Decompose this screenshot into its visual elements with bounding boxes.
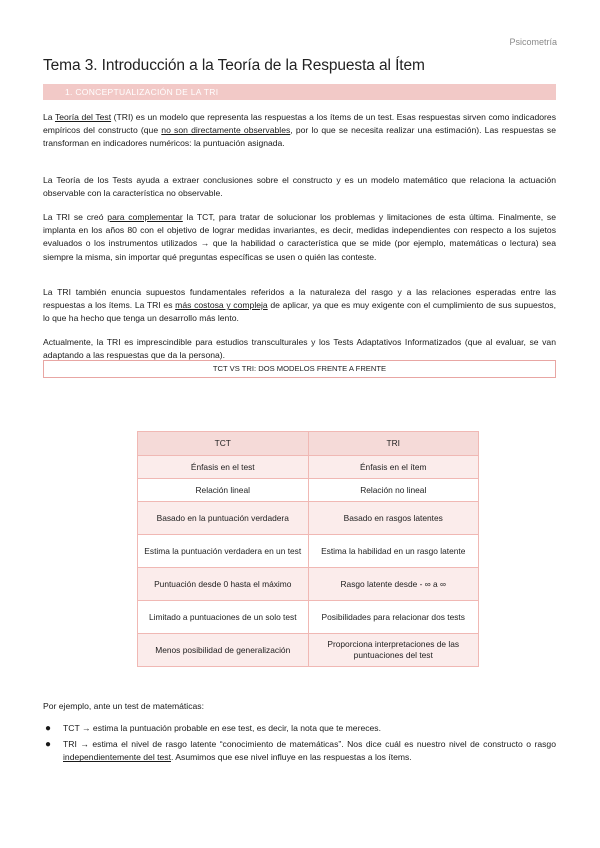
section-heading: 1. CONCEPTUALIZACIÓN DE LA TRI	[43, 84, 556, 100]
underlined-term: para complementar	[107, 212, 183, 222]
text-run: La	[43, 112, 55, 122]
table-row	[138, 601, 479, 634]
table-row	[138, 535, 479, 568]
text-run: TCT → estima la puntuación probable en ese test, es decir, la nota que te mereces.	[63, 723, 381, 733]
text-run: La TRI se creó	[43, 212, 108, 222]
paragraph-tri-assumptions	[43, 286, 556, 326]
underlined-term: más costosa y compleja	[175, 300, 268, 311]
text-run: La TRI también enuncia supuestos fundamentales referidos a la naturaleza del rasgo y a las relaciones esperadas entre las respuestas a los ítems. La TRI es	[43, 287, 556, 311]
underlined-term: Teoría del Test	[54, 112, 112, 122]
table-row	[138, 456, 479, 479]
paragraph-tri-current-use: Actualmente, la TRI es imprescindible para estudios transculturales y los Tests Adaptativos Informatizados (que al evaluar, se van adaptando a las respuestas que da la persona).	[43, 337, 556, 361]
text-run: . Asumimos que ese nivel influye en las respuestas a los ítems.	[170, 752, 412, 763]
text-run: la TCT, para tratar de solucionar los problemas y limitaciones de esta última. Finalmente, se implanta en los años 80 con el objetivo de lograr medidas invariantes, es decir, medidas independientes con respecto a los sujetos evaluados o los instrumentos utilizados → que la habilidad o característica que se mide (por ejemplo, matemáticas o lectura) sea siempre la misma, sin importar qué preguntas específicas se usen o quién las conteste.	[43, 212, 556, 262]
table-cell: Relación lineal	[138, 479, 309, 502]
text-run: TRI → estima el nivel de rasgo latente “conocimiento de matemáticas”. Nos dice cuál es nuestro nivel de constructo o rasgo	[63, 739, 556, 750]
comparison-box-title: TCT VS TRI: DOS MODELOS FRENTE A FRENTE	[43, 360, 556, 378]
text-run: de aplicar, ya que es muy exigente con el cumplimiento de sus supuestos, lo que ha hecho que tenga un desarrollo más lento.	[43, 300, 556, 324]
list-item	[43, 738, 556, 764]
table-cell: Proporciona interpretaciones de las puntuaciones del test	[308, 634, 479, 667]
table-cell: Basado en la puntuación verdadera	[138, 502, 309, 535]
column-header-tct: TCT	[138, 432, 309, 456]
table-cell: Estima la puntuación verdadera en un test	[138, 535, 309, 568]
table-cell: Puntuación desde 0 hasta el máximo	[138, 568, 309, 601]
example-intro: Por ejemplo, ante un test de matemáticas:	[43, 701, 204, 711]
list-item	[43, 722, 556, 735]
table-header-row	[138, 432, 479, 456]
header-subject: Psicometría	[509, 37, 557, 47]
bullet-icon: ●	[45, 739, 52, 751]
table-cell: Basado en rasgos latentes	[308, 502, 479, 535]
page-title: Tema 3. Introducción a la Teoría de la Respuesta al Ítem	[43, 57, 425, 74]
table-row	[138, 634, 479, 667]
text-run: , por lo que se necesita realizar una estimación). Las respuestas se transforman en indicadores numéricos: la puntuación asignada.	[43, 125, 556, 149]
underlined-term: no son directamente observables	[161, 125, 291, 136]
table-row	[138, 502, 479, 535]
underlined-term: independientemente del test	[63, 752, 171, 763]
table-cell: Relación no lineal	[308, 479, 479, 502]
comparison-table	[137, 431, 479, 667]
table-cell: Estima la habilidad en un rasgo latente	[308, 535, 479, 568]
table-row	[138, 568, 479, 601]
table-cell: Posibilidades para relacionar dos tests	[308, 601, 479, 634]
bullet-icon: ●	[45, 723, 52, 734]
table-cell: Limitado a puntuaciones de un solo test	[138, 601, 309, 634]
text-run: (TRI) es un modelo que representa las respuestas a los ítems de un test. Esas respuestas sirven como indicadores empíricos del constructo (que	[43, 112, 556, 136]
table-cell: Énfasis en el test	[138, 456, 309, 479]
table-cell: Énfasis en el ítem	[308, 456, 479, 479]
example-bullet-list	[43, 722, 556, 768]
table-cell: Menos posibilidad de generalización	[138, 634, 309, 667]
column-header-tri: TRI	[308, 432, 479, 456]
table-cell: Rasgo latente desde - ∞ a ∞	[308, 568, 479, 601]
paragraph-test-theory: La Teoría de los Tests ayuda a extraer conclusiones sobre el constructo y es un modelo matemático que relaciona la actuación observable con la característica no observable.	[43, 175, 556, 199]
table-row	[138, 479, 479, 502]
paragraph-tri-definition	[43, 111, 556, 151]
paragraph-tri-origin	[43, 211, 556, 264]
